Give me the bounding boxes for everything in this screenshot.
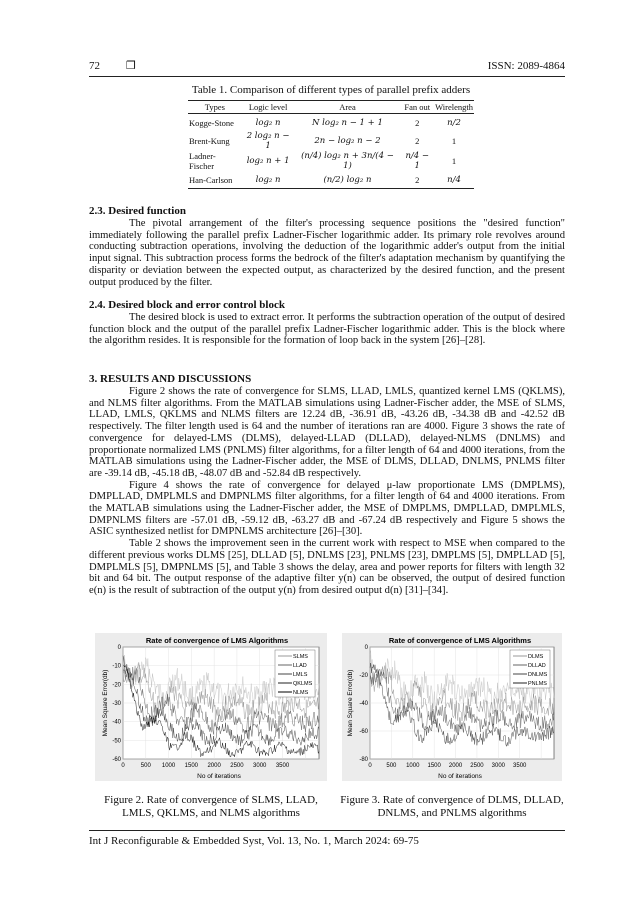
figure2-plot-title: Rate of convergence of LMS Algorithms xyxy=(145,636,289,645)
figure2-xlabel: No of iterations xyxy=(197,773,241,780)
table-cell: 1 xyxy=(451,156,457,166)
x-tick: 1500 xyxy=(427,763,441,769)
legend-item: DLMS xyxy=(528,654,544,660)
table-cell: n/4 − 1 xyxy=(405,151,430,171)
header-rule xyxy=(89,76,565,77)
x-tick: 3000 xyxy=(491,763,506,769)
table1-caption: Table 1. Comparison of different types of parallel prefix adders xyxy=(191,84,471,96)
y-tick: -10 xyxy=(112,663,121,670)
table-cell: (n/4) log₂ n + 3n/(4 − 1) xyxy=(301,151,394,171)
y-tick: -40 xyxy=(112,719,121,726)
table-cell: N log₂ n − 1 + 1 xyxy=(312,117,383,128)
section-2-4-title: 2.4. Desired block and error control block xyxy=(89,299,285,311)
table-cell: n/2 xyxy=(447,117,461,128)
legend-item: QKLMS xyxy=(293,681,313,687)
figure2-image xyxy=(95,633,327,781)
page-number: 72 xyxy=(89,60,100,72)
figure2-ylabel: Mean Square Error(db) xyxy=(102,669,109,737)
table-cell: (n/2) log₂ n xyxy=(295,171,401,189)
footer-rule xyxy=(89,830,565,831)
x-tick: 2000 xyxy=(448,763,463,769)
issn: ISSN: 2089-4864 xyxy=(487,60,565,72)
x-tick: 1000 xyxy=(161,763,176,769)
y-tick: -20 xyxy=(112,682,121,689)
table-row xyxy=(188,131,474,151)
y-tick: -60 xyxy=(112,757,121,763)
y-tick: -60 xyxy=(359,729,368,735)
header-mark-icon: ❒ xyxy=(126,59,136,72)
table-row xyxy=(188,151,474,171)
section-2-3-title: 2.3. Desired function xyxy=(89,205,186,217)
x-tick: 2000 xyxy=(207,763,221,769)
y-tick: 0 xyxy=(364,645,368,651)
section-2-3-body xyxy=(89,218,565,288)
paragraph: Figure 4 shows the rate of convergence for delayed μ-law proportionate LMS (DMPLMS), DMPLLAD, DMPLMLS and DMPNLMS filter algorithms, for a filter length of 64 and 4000 iterations. From the MATLAB simulations using the Ladner-Fischer adder, the MSE of DMPLMS, DMPLLAD, DMPLMLS, DMPNLMS filters are -57.01 dB, -59.12 dB, -63.27 dB and -67.24 dB respectively and Figure 5 shows the ASIC synthesized netlist for DMPNLMS architecture [26]–[30]. xyxy=(89,479,565,538)
legend-item: DNLMS xyxy=(528,672,548,678)
x-tick: 500 xyxy=(386,763,397,769)
figure3-caption: Figure 3. Rate of convergence of DLMS, DLLAD, DNLMS, and PNLMS algorithms xyxy=(340,794,564,819)
section-3-title: 3. RESULTS AND DISCUSSIONS xyxy=(89,373,252,385)
legend-item: NLMS xyxy=(293,690,309,696)
table-cell: log₂ n + 1 xyxy=(246,156,290,166)
legend-item: LLAD xyxy=(293,663,307,669)
table-row xyxy=(188,171,474,189)
x-tick: 2500 xyxy=(230,763,244,769)
paragraph: The desired block is used to extract error. It performs the subtraction operation of the output of desired function block and the output of the parallel prefix Ladner-Fischer logarithmic adder. This is the block where the algorithm resides. It is responsible for the formation of loop back in the system [26]–[28]. xyxy=(89,312,565,347)
figure3-plot-title: Rate of convergence of LMS Algorithms xyxy=(388,636,532,645)
paragraph: Table 2 shows the improvement seen in the current work with respect to MSE when compared to the different previous works DLMS [25], DLLAD [5], DNLMS [23], PNLMS [23], DMPLMS [5], DMPLLAD [5], DMPLMLS [5], DMPNLMS [5], and Table 3 shows the delay, area and power reports for filters with length 32 bit and 64 bit. The output response of the adaptive filter y(n) can be observed, the output of desired function e(n) is the result of subtraction of the output y(n) from desired output d(n) [31]–[34]. xyxy=(89,538,565,596)
table-cell: log₂ n xyxy=(255,117,281,128)
y-tick: -80 xyxy=(359,757,368,763)
table-cell: 1 xyxy=(451,136,457,146)
x-tick: 500 xyxy=(140,763,151,769)
table-cell: Brent-Kung xyxy=(189,136,230,146)
table-cell: Ladner-Fischer xyxy=(189,151,216,171)
y-tick: -20 xyxy=(359,673,368,679)
table-cell: log₂ n xyxy=(242,171,295,189)
x-tick: 3000 xyxy=(253,763,267,769)
y-tick: -30 xyxy=(112,701,121,707)
x-tick: 0 xyxy=(368,763,372,769)
figure3-image xyxy=(342,633,562,781)
table1-col-wire: Wirelength xyxy=(435,102,473,112)
x-tick: 1000 xyxy=(406,763,420,769)
section-2-4-body xyxy=(89,312,565,347)
table1-col-types: Types xyxy=(188,101,242,114)
y-tick: -50 xyxy=(112,738,121,745)
table-cell: 2 log₂ n − 1 xyxy=(246,131,290,151)
table1 xyxy=(188,100,474,189)
legend-item: LMLS xyxy=(293,672,308,678)
table-row xyxy=(188,114,474,132)
legend-item: PNLMS xyxy=(528,681,547,687)
table-cell: 2n − log₂ n − 2 xyxy=(314,136,381,146)
figure3-ylabel: Mean Square Error(db) xyxy=(347,669,354,737)
x-tick: 3500 xyxy=(513,763,527,769)
legend-item: SLMS xyxy=(293,654,308,660)
x-tick: 1500 xyxy=(184,763,199,769)
table-cell: Kogge-Stone xyxy=(189,117,234,128)
table1-col-logic: Logic level xyxy=(242,101,295,114)
table1-col-area: Area xyxy=(295,101,401,114)
table-cell: Han-Carlson xyxy=(188,171,242,189)
footer-journal: Int J Reconfigurable & Embedded Syst, Vol. 13, No. 1, March 2024: 69-75 xyxy=(89,835,419,847)
x-tick: 2500 xyxy=(470,763,484,769)
section-3-body xyxy=(89,386,565,597)
legend-item: DLLAD xyxy=(528,663,546,669)
y-tick: -40 xyxy=(359,701,368,707)
x-tick: 0 xyxy=(121,763,125,769)
table-cell: 2 xyxy=(400,171,434,189)
table-cell: 2 xyxy=(415,136,420,146)
figure2-caption: Figure 2. Rate of convergence of SLMS, LLAD, LMLS, QKLMS, and NLMS algorithms xyxy=(104,794,318,819)
y-tick: 0 xyxy=(117,645,121,651)
figure3-xlabel: No of iterations xyxy=(438,773,482,780)
paragraph: The pivotal arrangement of the filter's processing sequence positions the "desired function" immediately following the parallel prefix Ladner-Fischer logarithmic adder. Its primary role revolves around conducting subtraction operations, involving the deduction of the logarithmic adder's output from the initial input signal. This subtraction process forms the bedrock of the filter's adaptation mechanism by quantifying the disparity or deviation between the expected output, as characterized by the desired function, and the present output produced by the filter. xyxy=(89,218,565,288)
paragraph: Figure 2 shows the rate of convergence for SLMS, LLAD, LMLS, quantized kernel LMS (QKLMS), and NLMS filter algorithms. From the MATLAB simulations using Ladner-Fischer adder, the MSE of SLMS, LLAD, LMLS, QKLMS and NLMS filters are 12.24 dB, -36.91 dB, -43.26 dB, -34.38 dB and -42.52 dB respectively. The filter length used is 64 and the number of iterations ran are 4000. Figure 3 shows the rate of convergence for delayed-LMS (DLMS), delayed-LLAD (DLLAD), delayed-NLMS (DNLMS) and proportionate normalized LMS (PNLMS) filter algorithms, for a filter length of 64 and 4000 iterations, from the MATLAB simulations using the Ladner-Fischer adder, the MSE of DLMS, DLLAD, DNLMS, PNLMS filter are -39.14 dB, -45.18 dB, -48.07 dB and -52.84 dB respectively. xyxy=(89,386,565,479)
table1-col-fanout: Fan out xyxy=(400,101,434,114)
table-cell: n/4 xyxy=(434,171,474,189)
x-tick: 3500 xyxy=(275,763,290,769)
table-cell: 2 xyxy=(415,117,420,128)
